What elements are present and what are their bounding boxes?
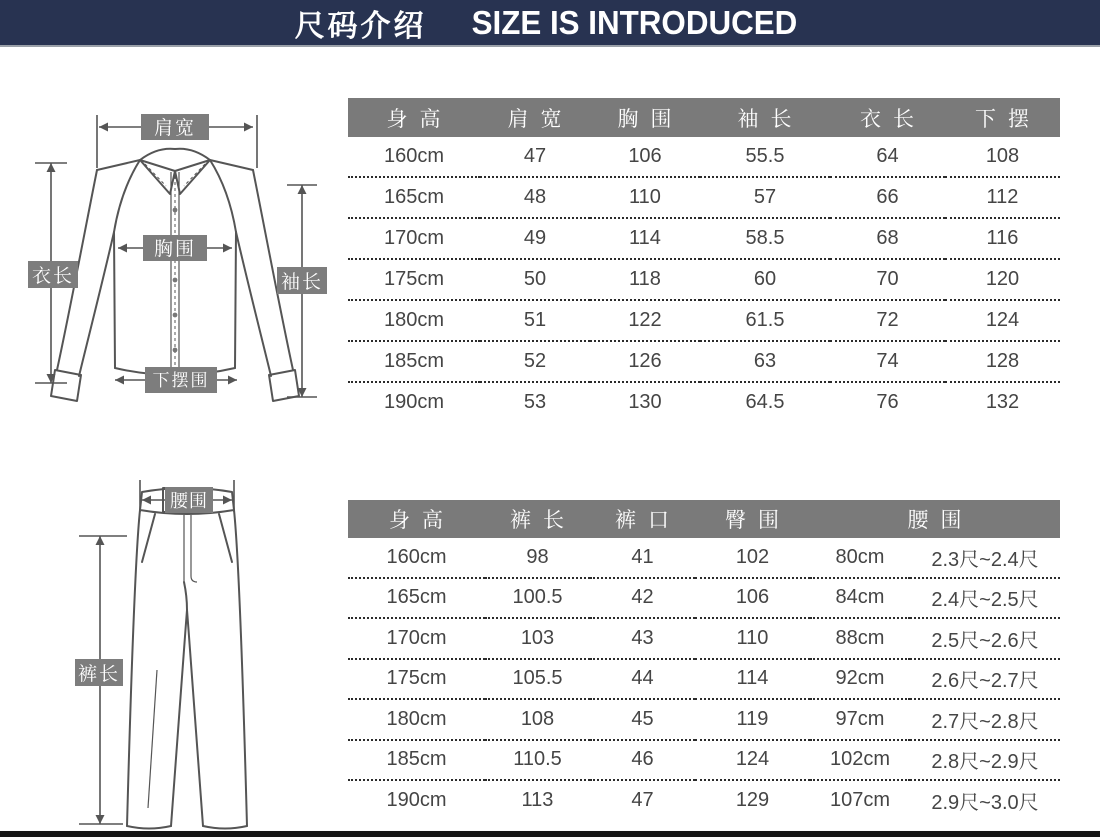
chest-label: 胸围 [153,239,197,260]
table-cell: 48 [480,177,590,218]
table-cell: 180cm [348,300,480,341]
table-cell: 100.5 [485,578,590,619]
shirt-table-body [348,137,1060,422]
table-cell: 110 [695,618,810,659]
table-cell: 112 [945,177,1060,218]
table-cell: 42 [590,578,695,619]
table-cell: 41 [590,538,695,578]
waist-label: 腰围 [170,491,208,511]
table-cell: 76 [876,391,899,413]
table-cell: 84cm [810,578,910,619]
shirt-size-table [348,98,1060,422]
table-cell: 46 [590,740,695,781]
table-row [348,578,1060,619]
table-cell: 170cm [348,218,480,259]
table-cell: 2.4尺~2.5尺 [910,578,1060,619]
table-cell: 53 [523,391,547,413]
table-cell: 47 [480,137,590,177]
table-cell: 114 [590,218,700,259]
table-cell: 185cm [348,740,485,781]
table-cell: 160cm [348,538,485,578]
table-cell: 2.8尺~2.9尺 [910,740,1060,781]
shirt-diagram [15,70,345,420]
table-cell: 175cm [348,259,480,300]
banner [0,0,1100,47]
table-cell: 66 [830,177,945,218]
table-row [348,780,1060,820]
table-cell: 190cm [383,391,445,413]
table-cell: 68 [830,218,945,259]
table-cell: 170cm [348,618,485,659]
table-cell: 106 [695,578,810,619]
banner-title-cn: 尺码介绍 [294,9,427,43]
table-cell: 80cm [810,538,910,578]
table-cell: 118 [590,259,700,300]
table-cell: 52 [480,341,590,382]
table-cell: 50 [480,259,590,300]
table-row [348,740,1060,781]
table-cell: 60 [700,259,830,300]
table-cell: 108 [485,699,590,740]
table-cell: 116 [945,218,1060,259]
hem-label: 下摆围 [152,371,210,390]
table-cell: 129 [735,788,770,811]
table-cell: 51 [480,300,590,341]
table-cell: 2.5尺~2.6尺 [910,618,1060,659]
table-cell: 58.5 [700,218,830,259]
table-cell: 113 [521,788,554,811]
table-cell: 57 [700,177,830,218]
table-cell: 44 [590,659,695,700]
pants-size-table [348,500,1060,820]
table-cell: 2.3尺~2.4尺 [910,538,1060,578]
table-row [348,177,1060,218]
table-cell: 64 [830,137,945,177]
table-cell: 126 [590,341,700,382]
table-cell: 45 [590,699,695,740]
table-cell: 64.5 [745,391,785,413]
table-cell: 61.5 [700,300,830,341]
pants-table-body [348,538,1060,820]
table-cell: 102 [695,538,810,578]
col-height: 身高 [348,500,485,538]
table-cell: 165cm [348,578,485,619]
table-cell: 175cm [348,659,485,700]
table-cell: 119 [695,699,810,740]
table-cell: 122 [590,300,700,341]
table-cell: 190cm [386,788,447,811]
col-hem: 下摆 [945,98,1060,137]
pants-length-label: 裤长 [77,664,121,685]
table-cell: 43 [590,618,695,659]
table-cell: 110 [590,177,700,218]
col-waist: 腰围 [810,500,1060,538]
table-cell: 74 [830,341,945,382]
pants-table-header [348,500,1060,538]
table-cell: 124 [945,300,1060,341]
shirt-table-header [348,98,1060,137]
table-cell: 55.5 [700,137,830,177]
table-cell: 128 [945,341,1060,382]
table-row [348,659,1060,700]
shoulder-width-label: 肩宽 [153,118,197,139]
col-length: 衣长 [830,98,945,137]
table-row [348,382,1060,422]
table-row [348,137,1060,177]
table-cell: 98 [485,538,590,578]
table-cell: 47 [631,788,654,811]
banner-title-en: SIZE IS INTRODUCED [471,3,797,41]
table-cell: 72 [830,300,945,341]
table-cell: 105.5 [485,659,590,700]
table-cell: 2.9尺~3.0尺 [931,791,1039,814]
table-cell: 106 [590,137,700,177]
table-cell: 124 [695,740,810,781]
table-row [348,699,1060,740]
table-cell: 92cm [810,659,910,700]
table-cell: 102cm [810,740,910,781]
col-sleeve: 袖长 [700,98,830,137]
table-cell: 88cm [810,618,910,659]
table-cell: 185cm [348,341,480,382]
table-cell: 110.5 [485,740,590,781]
table-row [348,259,1060,300]
table-cell: 132 [985,391,1020,413]
col-hip: 臀围 [695,500,810,538]
table-cell: 2.7尺~2.8尺 [910,699,1060,740]
table-row [348,538,1060,578]
col-chest: 胸围 [590,98,700,137]
table-cell: 97cm [810,699,910,740]
table-row [348,300,1060,341]
sleeve-length-label: 袖长 [280,272,324,293]
table-row [348,618,1060,659]
table-row [348,218,1060,259]
table-cell: 70 [830,259,945,300]
table-cell: 180cm [348,699,485,740]
table-cell: 165cm [348,177,480,218]
bottom-divider-bar [0,831,1100,837]
body-length-label: 衣长 [31,266,75,287]
col-height: 身高 [348,98,480,137]
table-row [348,341,1060,382]
table-cell: 120 [945,259,1060,300]
table-cell: 49 [480,218,590,259]
col-pants-length: 裤长 [485,500,590,538]
table-cell: 2.6尺~2.7尺 [910,659,1060,700]
table-cell: 114 [695,659,810,700]
pants-diagram [55,478,315,835]
table-cell: 108 [945,137,1060,177]
table-cell: 63 [700,341,830,382]
table-cell: 130 [628,391,662,413]
table-cell: 103 [485,618,590,659]
table-cell: 107cm [829,788,891,811]
table-cell: 160cm [348,137,480,177]
col-leg-opening: 裤口 [590,500,695,538]
col-shoulder: 肩宽 [480,98,590,137]
